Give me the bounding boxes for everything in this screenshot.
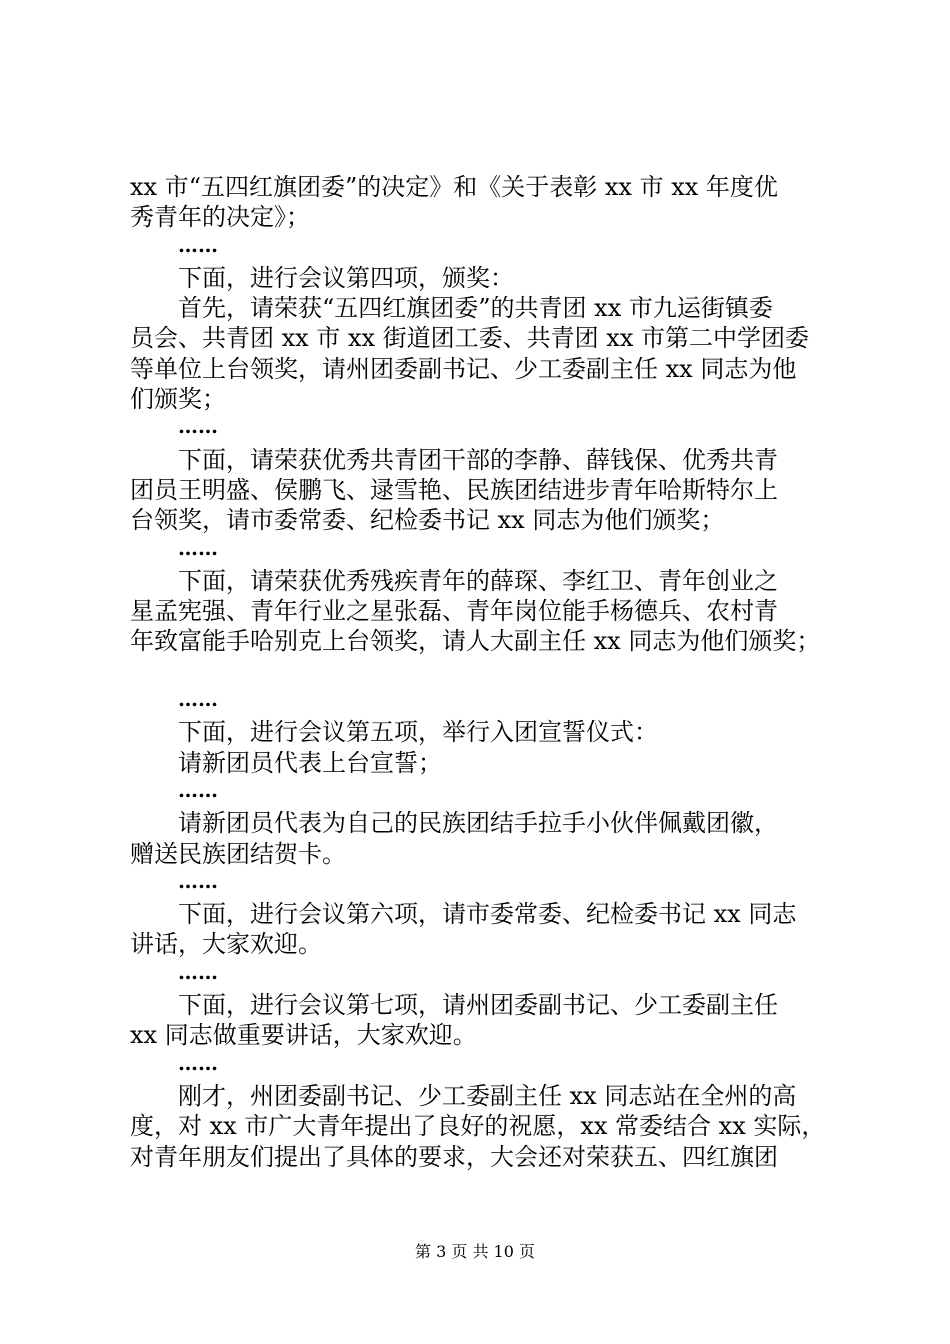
ellipsis-line: ……: [178, 1050, 218, 1075]
ellipsis-line: ……: [178, 232, 218, 257]
text-line: 们颁奖；: [130, 385, 226, 414]
text-line: 刚才，州团委副书记、少工委副主任 xx 同志站在全州的高: [178, 1081, 797, 1110]
text-line: 度，对 xx 市广大青年提出了良好的祝愿，xx 常委结合 xx 实际，: [130, 1112, 826, 1141]
text-line: 年致富能手哈别克上台领奖，请人大副主任 xx 同志为他们颁奖；: [130, 627, 821, 656]
text-line: 星孟宪强、青年行业之星张磊、青年岗位能手杨德兵、农村青: [130, 597, 778, 626]
document-body: [130, 172, 830, 1172]
text-line: 讲话，大家欢迎。: [130, 930, 322, 959]
text-line: 下面，进行会议第四项，颁奖：: [178, 263, 514, 292]
text-line: 赠送民族团结贺卡。: [130, 839, 346, 868]
text-line: 请新团员代表上台宣誓；: [178, 748, 442, 777]
text-line: xx 市“五四红旗团委”的决定》和《关于表彰 xx 市 xx 年度优: [130, 173, 778, 201]
blank-line: [130, 657, 830, 687]
text-line: 台领奖，请市委常委、纪检委书记 xx 同志为他们颁奖；: [130, 506, 725, 535]
text-line: 下面，进行会议第六项，请市委常委、纪检委书记 xx 同志: [178, 900, 797, 929]
text-line: 请新团员代表为自己的民族团结手拉手小伙伴佩戴团徽，: [178, 809, 778, 838]
text-line: 首先，请荣获“五四红旗团委”的共青团 xx 市九运街镇委: [178, 294, 773, 323]
text-line: 员会、共青团 xx 市 xx 街道团工委、共青团 xx 市第二中学团委: [130, 324, 809, 353]
text-line: 下面，请荣获优秀共青团干部的李静、薛钱保、优秀共青: [178, 445, 778, 474]
ellipsis-line: ……: [178, 959, 218, 984]
page-footer: 第 3 页 共 10 页: [415, 1242, 535, 1261]
text-line: 秀青年的决定》；: [130, 203, 310, 232]
text-line: 等单位上台领奖，请州团委副书记、少工委副主任 xx 同志为他: [130, 354, 797, 383]
text-line: 下面，进行会议第五项，举行入团宣誓仪式：: [178, 718, 658, 747]
ellipsis-line: ……: [178, 777, 218, 802]
ellipsis-line: ……: [178, 535, 218, 560]
ellipsis-line: ……: [178, 687, 218, 712]
text-line: 团员王明盛、侯鹏飞、逯雪艳、民族团结进步青年哈斯特尔上: [130, 475, 778, 504]
ellipsis-line: ……: [178, 868, 218, 893]
text-line: xx 同志做重要讲话，大家欢迎。: [130, 1021, 477, 1050]
ellipsis-line: ……: [178, 414, 218, 439]
text-line: 下面，进行会议第七项，请州团委副书记、少工委副主任: [178, 991, 778, 1020]
text-line: 对青年朋友们提出了具体的要求，大会还对荣获五、四红旗团: [130, 1142, 778, 1171]
text-line: 下面，请荣获优秀残疾青年的薛琛、李红卫、青年创业之: [178, 566, 778, 595]
